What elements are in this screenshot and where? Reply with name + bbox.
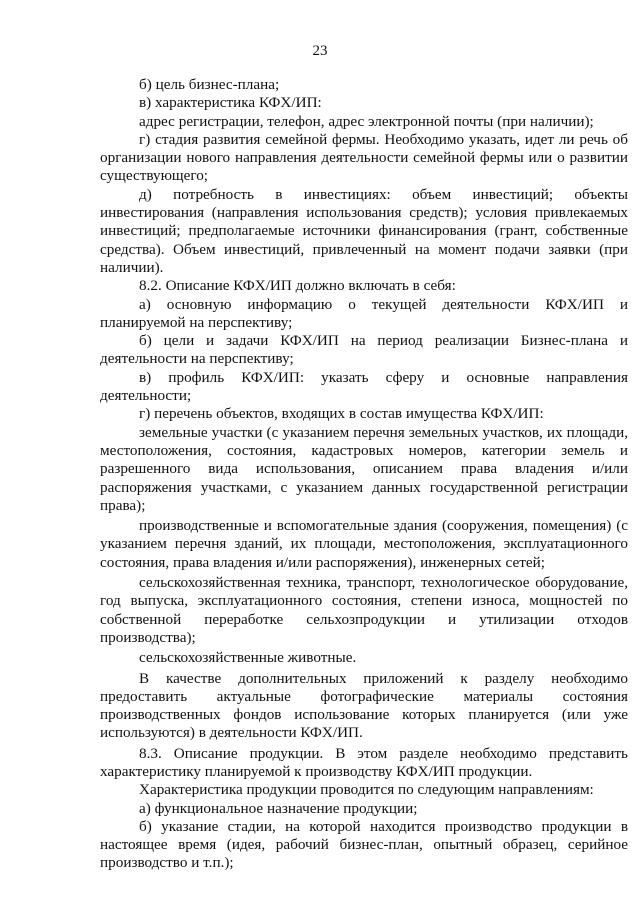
paragraph: производственные и вспомогательные здания (сооружения, помещения) (с указанием перечня зданий, их площади, местоположения, эксплуатационного состояния, права владения и/или распоряжения), инженерных сетей; bbox=[100, 517, 628, 571]
page-number: 23 bbox=[312, 43, 328, 59]
paragraph: б) цель бизнес-плана; bbox=[139, 76, 280, 93]
paragraph: б) цели и задачи КФХ/ИП на период реализации Бизнес-плана и деятельности на перспективу; bbox=[100, 332, 628, 368]
paragraph: адрес регистрации, телефон, адрес электронной почты (при наличии); bbox=[139, 112, 594, 130]
document-body bbox=[100, 76, 628, 873]
paragraph: В качестве дополнительных приложений к разделу необходимо предоставить актуальные фотографические материалы состояния производственных фондов использование которых планируется (или уже используются) в деятельности КФХ/ИП. bbox=[100, 669, 628, 742]
paragraph: г) стадия развития семейной фермы. Необходимо указать, идет ли речь об организации нового направления деятельности семейной фермы или о развитии существующего; bbox=[100, 130, 628, 185]
paragraph: в) профиль КФХ/ИП: указать сферу и основные направления деятельности; bbox=[100, 368, 628, 405]
paragraph: д) потребность в инвестициях: объем инвестиций; объекты инвестирования (направления использования средств); условия привлекаемых инвестиций; предполагаемые источники финансирования (грант, собственные средства). Объем инвестиций, привлеченный на момент подачи заявки (при наличии). bbox=[100, 185, 628, 276]
paragraph: 8.3. Описание продукции. В этом разделе необходимо представить характеристику планируемой к производству КФХ/ИП продукции. bbox=[100, 744, 628, 780]
paragraph: 8.2. Описание КФХ/ИП должно включать в себя: bbox=[139, 277, 456, 295]
paragraph: сельскохозяйственная техника, транспорт, технологическое оборудование, год выпуска, эксплуатационного состояния, степени износа, мощностей по собственной переработке сельхозпродукции и утилизации отходов производства); bbox=[100, 574, 628, 646]
paragraph: а) функциональное назначение продукции; bbox=[139, 799, 418, 817]
paragraph: в) характеристика КФХ/ИП: bbox=[139, 94, 322, 112]
paragraph: сельскохозяйственные животные. bbox=[139, 649, 357, 667]
paragraph: б) указание стадии, на которой находится производство продукции в настоящее время (идея, рабочий бизнес-план, опытный образец, серийное производство и т.п.); bbox=[100, 817, 628, 872]
paragraph: а) основную информацию о текущей деятельности КФХ/ИП и планируемой на перспективу; bbox=[100, 295, 628, 331]
paragraph: Характеристика продукции проводится по следующим направлениям: bbox=[139, 781, 594, 799]
paragraph: земельные участки (с указанием перечня земельных участков, их площади, местоположения, состояния, кадастровых номеров, категории земель и разрешенного вида использования, описанием права владения и/или распоряжения участками, с указанием данных государственной регистрации права); bbox=[100, 423, 628, 514]
paragraph: г) перечень объектов, входящих в состав имущества КФХ/ИП: bbox=[139, 405, 544, 423]
